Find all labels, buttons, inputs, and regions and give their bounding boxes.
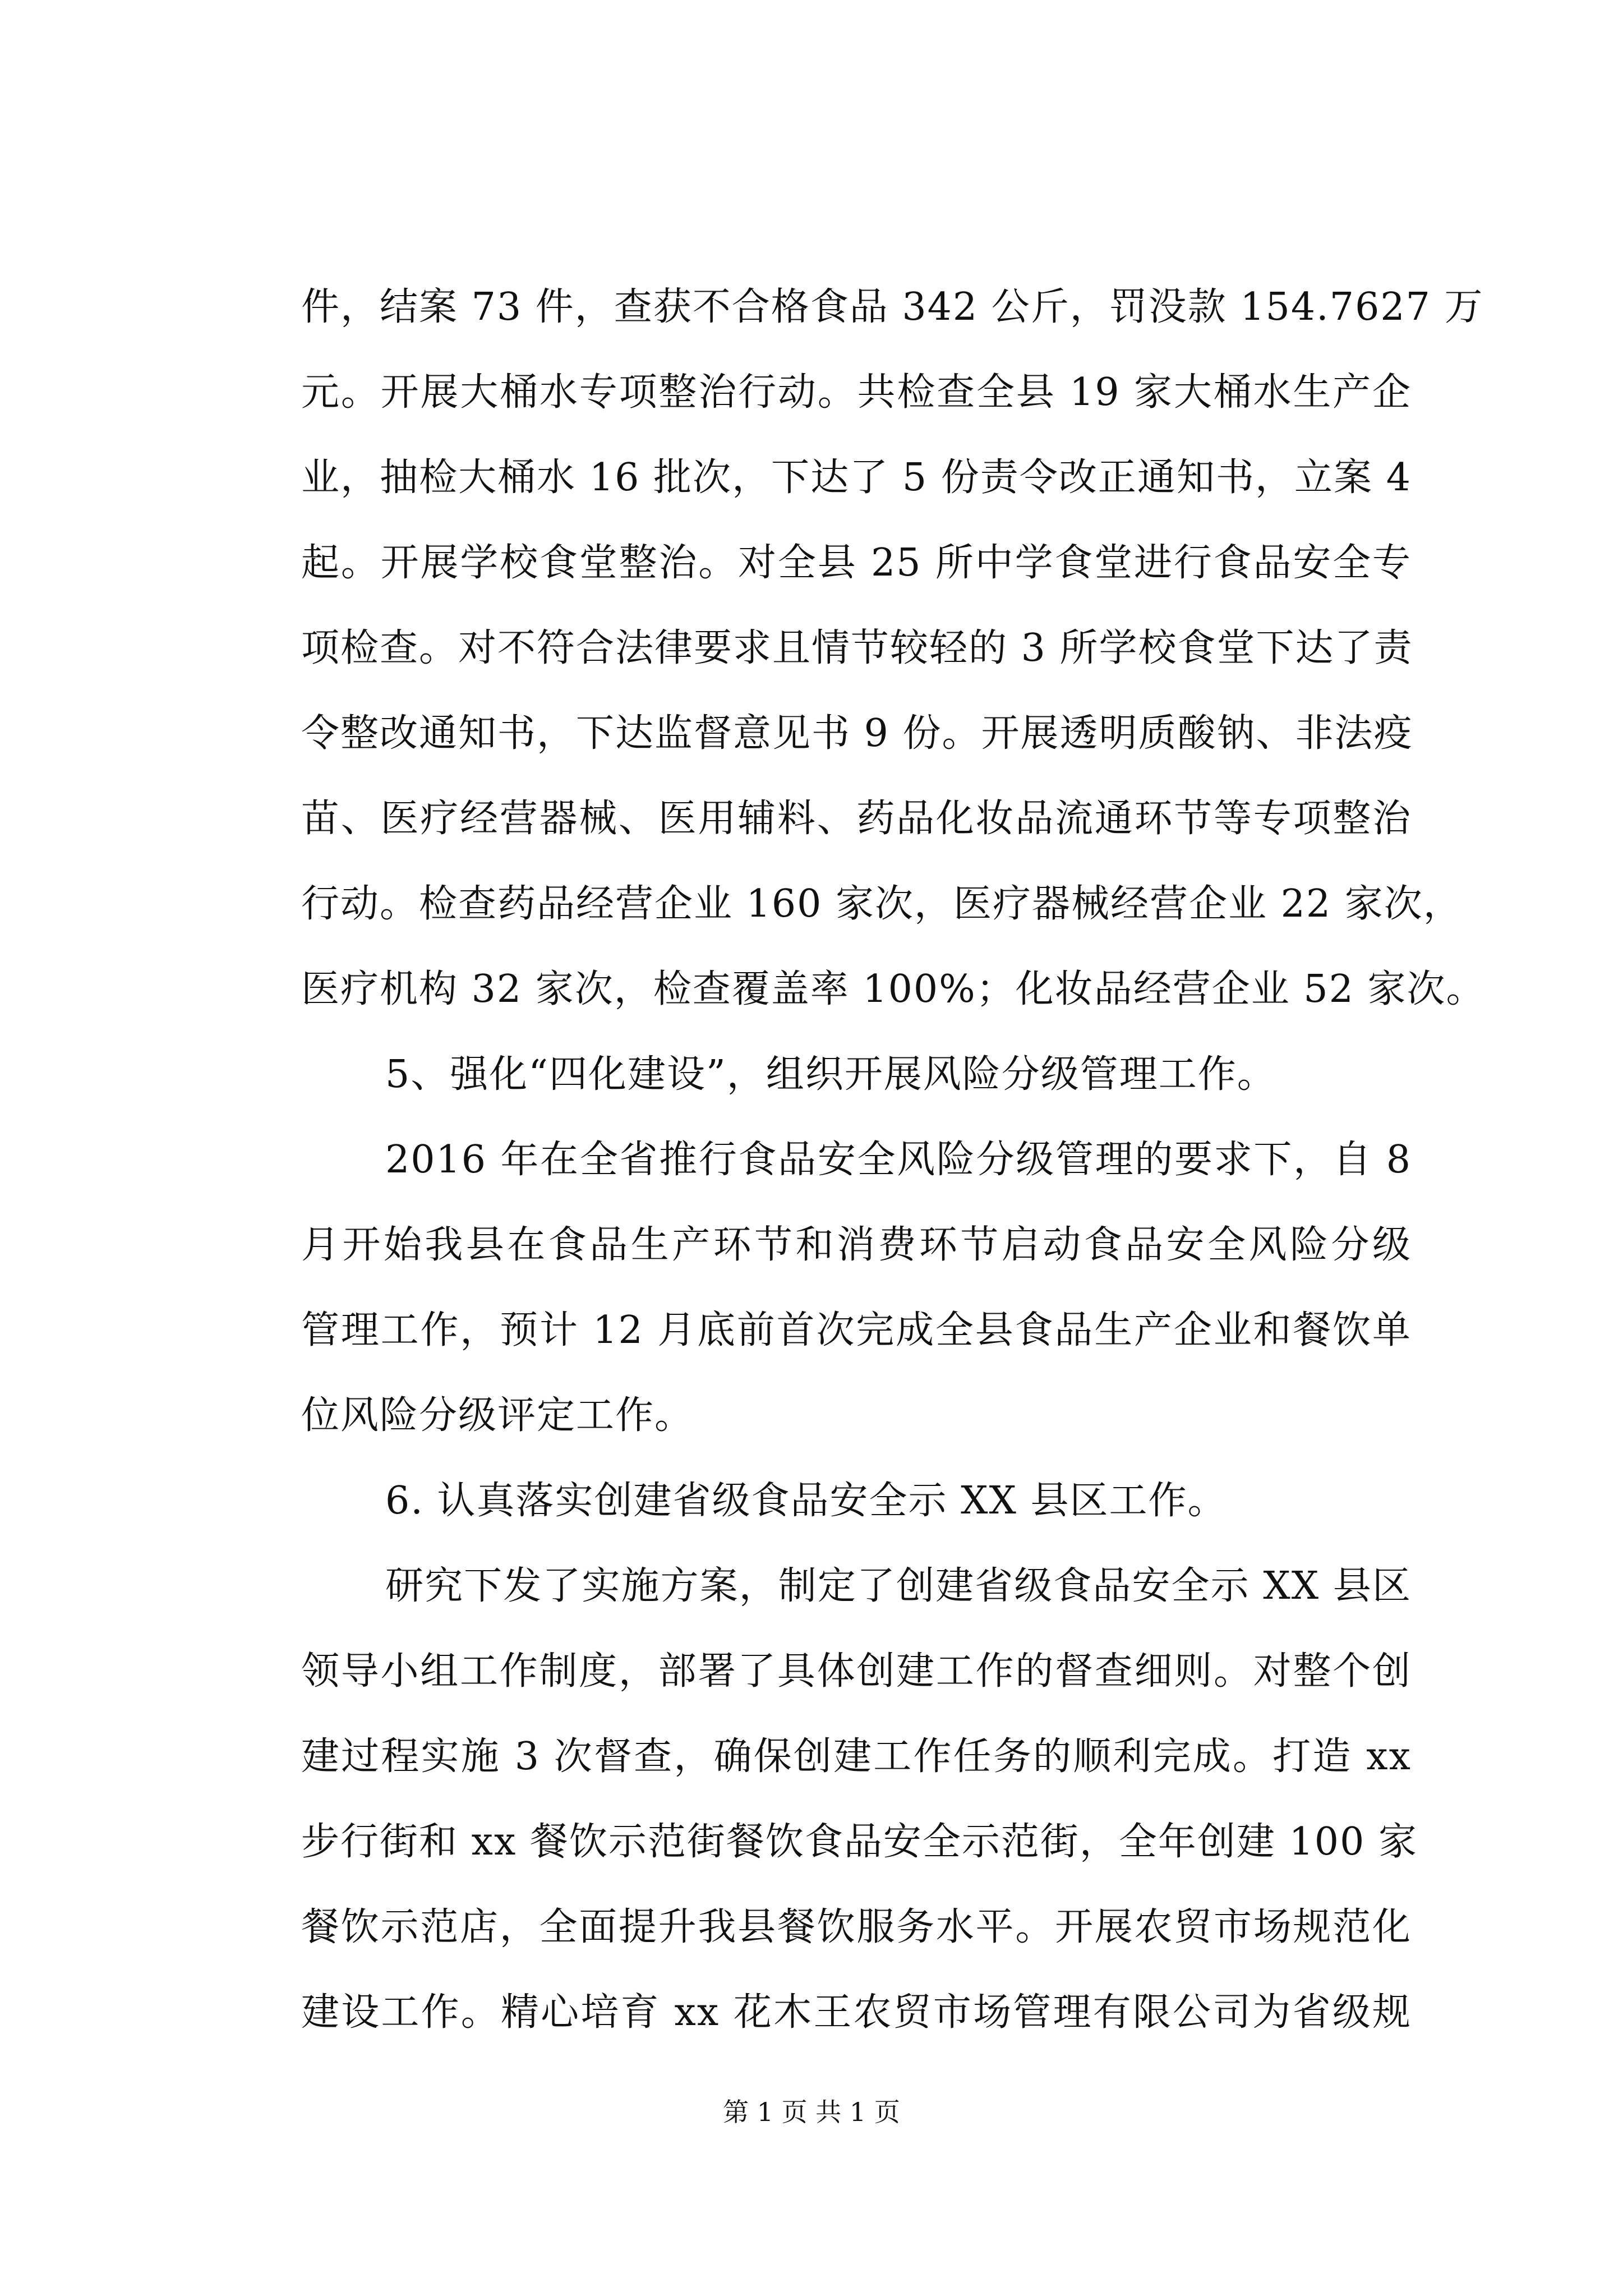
text-line: 月开始我县在食品生产环节和消费环节启动食品安全风险分级 — [301, 1223, 1412, 1267]
text-line: 建过程实施 3 次督查，确保创建工作任务的顺利完成。打造 xx — [301, 1734, 1412, 1779]
page-number: 第 1 页 共 1 页 — [723, 2097, 900, 2127]
text-line: 苗、医疗经营器械、医用辅料、药品化妆品流通环节等专项整治 — [301, 797, 1412, 841]
text-line: 步行街和 xx 餐饮示范街餐饮食品安全示范街，全年创建 100 家 — [301, 1820, 1418, 1864]
text-line: 业，抽检大桶水 16 批次，下达了 5 份责令改正通知书，立案 4 — [301, 455, 1412, 500]
text-line: 行动。检查药品经营企业 160 家次，医疗器械经营企业 22 家次， — [301, 882, 1463, 926]
text-line: 起。开展学校食堂整治。对全县 25 所中学食堂进行食品安全专 — [301, 541, 1412, 585]
text-line: 领导小组工作制度，部署了具体创建工作的督查细则。对整个创 — [301, 1649, 1412, 1694]
text-line: 管理工作，预计 12 月底前首次完成全县食品生产企业和餐饮单 — [301, 1308, 1412, 1352]
text-line: 2016 年在全省推行食品安全风险分级管理的要求下，自 8 — [385, 1138, 1412, 1182]
text-line: 建设工作。精心培育 xx 花木王农贸市场管理有限公司为省级规 — [301, 1990, 1412, 2035]
text-line: 件，结案 73 件，查获不合格食品 342 公斤，罚没款 154.7627 万 — [301, 285, 1484, 329]
body-text — [301, 265, 1486, 2055]
section-heading: 5、强化“四化建设”，组织开展风险分级管理工作。 — [385, 1052, 1276, 1097]
page-footer — [0, 2095, 1623, 2129]
section-heading: 6. 认真落实创建省级食品安全示 XX 县区工作。 — [385, 1479, 1227, 1523]
text-line: 餐饮示范店，全面提升我县餐饮服务水平。开展农贸市场规范化 — [301, 1905, 1412, 1949]
text-line: 位风险分级评定工作。 — [301, 1393, 694, 1438]
text-line: 令整改通知书，下达监督意见书 9 份。开展透明质酸钠、非法疫 — [301, 711, 1413, 756]
text-line: 元。开展大桶水专项整治行动。共检查全县 19 家大桶水生产企 — [301, 370, 1412, 415]
text-line: 医疗机构 32 家次，检查覆盖率 100%；化妆品经营企业 52 家次。 — [301, 967, 1486, 1011]
text-line: 研究下发了实施方案，制定了创建省级食品安全示 XX 县区 — [385, 1564, 1412, 1608]
text-line: 项检查。对不符合法律要求且情节较轻的 3 所学校食堂下达了责 — [301, 626, 1413, 670]
